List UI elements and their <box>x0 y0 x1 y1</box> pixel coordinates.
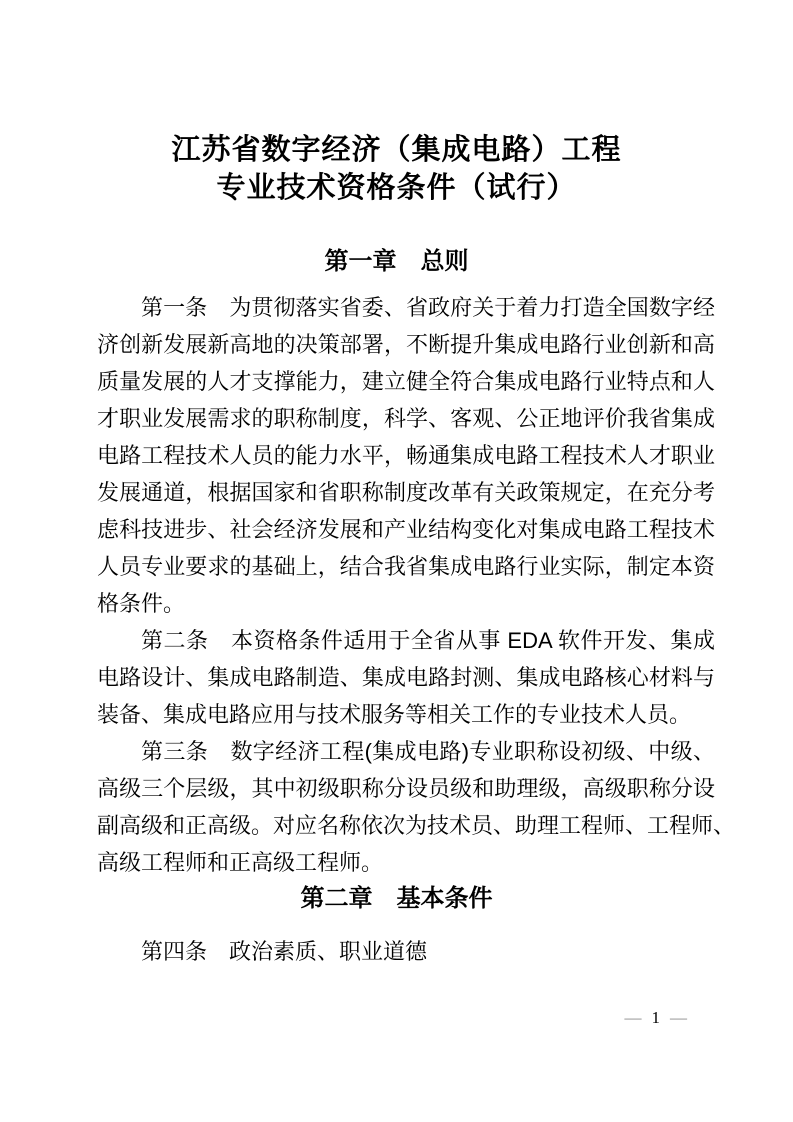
chapter-2-body <box>97 933 715 970</box>
text-line: 电路工程技术人员的能力水平，畅通集成电路工程技术人才职业 <box>97 443 715 468</box>
text-line: 才职业发展需求的职称制度，科学、客观、公正地评价我省集成 <box>97 406 715 431</box>
text-line: 第四条 政治素质、职业道德 <box>141 939 428 964</box>
text-line: 济创新发展新高地的决策部署，不断提升集成电路行业创新和高 <box>97 332 715 357</box>
text-line: 虑科技进步、社会经济发展和产业结构变化对集成电路工程技术 <box>97 517 715 542</box>
text-line: 电路设计、集成电路制造、集成电路封测、集成电路核心材料与 <box>97 665 715 690</box>
document-title-line-2: 专业技术资格条件（试行） <box>216 172 577 204</box>
text-line: 第三条 数字经济工程(集成电路)专业职称设初级、中级、 <box>141 739 715 764</box>
article-paragraph <box>97 289 715 622</box>
text-line: 人员专业要求的基础上，结合我省集成电路行业实际，制定本资 <box>97 554 715 579</box>
text-line: 第一条 为贯彻落实省委、省政府关于着力打造全国数字经 <box>141 295 715 320</box>
footer-dash-left: — <box>624 1008 642 1027</box>
footer-dash-right: — <box>670 1008 687 1027</box>
page-number-footer <box>619 1008 694 1028</box>
text-line: 质量发展的人才支撑能力，建立健全符合集成电路行业特点和人 <box>97 369 715 394</box>
text-line: 副高级和正高级。对应名称依次为技术员、助理工程师、工程师、 <box>97 813 736 838</box>
chapter-1-heading: 第一章 总则 <box>324 248 469 275</box>
article-paragraph <box>97 933 715 970</box>
article-paragraph <box>97 733 736 881</box>
chapter-2-heading: 第二章 基本条件 <box>300 885 493 912</box>
text-line: 高级三个层级，其中初级职称分设员级和助理级，高级职称分设 <box>97 776 715 801</box>
chapter-1-body <box>97 289 736 881</box>
footer-page-number: 1 <box>651 1008 660 1027</box>
text-line: 装备、集成电路应用与技术服务等相关工作的专业技术人员。 <box>97 702 692 727</box>
document-title-line-1: 江苏省数字经济（集成电路）工程 <box>171 134 622 166</box>
text-line: 高级工程师和正高级工程师。 <box>97 850 384 875</box>
text-line: 发展通道，根据国家和省职称制度改革有关政策规定，在充分考 <box>97 480 715 505</box>
article-paragraph <box>97 622 715 733</box>
document-title <box>0 131 793 207</box>
text-line: 格条件。 <box>97 591 186 616</box>
text-line: 第二条 本资格条件适用于全省从事 EDA 软件开发、集成 <box>141 628 715 653</box>
